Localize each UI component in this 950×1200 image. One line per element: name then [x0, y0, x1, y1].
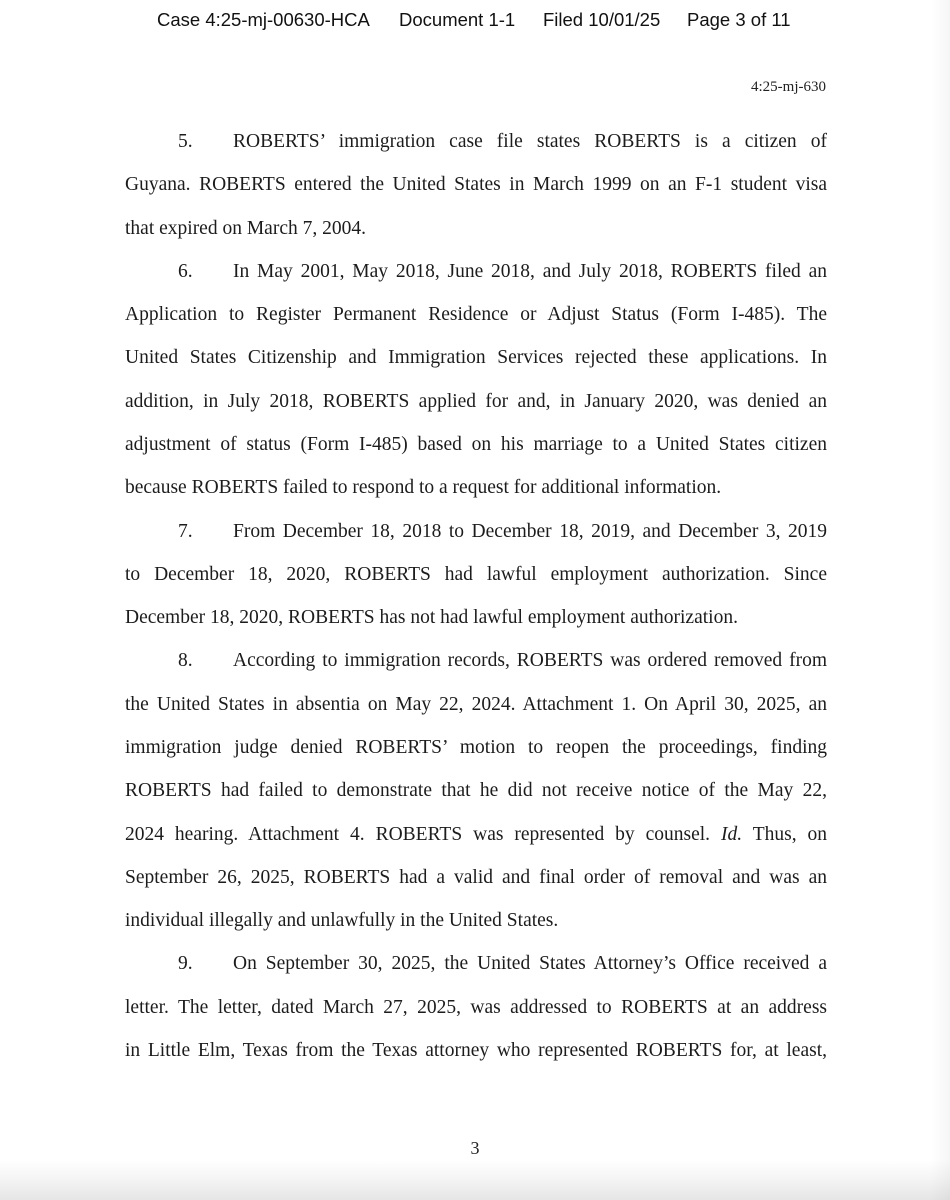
paragraph-number: 7. — [178, 520, 193, 542]
paragraph-line: Guyana. ROBERTS entered the United States in March 1999 on an F-1 student visa — [125, 174, 827, 196]
paragraph-number: 8. — [178, 650, 193, 672]
paragraph-number: 5. — [178, 131, 193, 152]
header-document: Document 1-1 — [399, 9, 516, 30]
citation-id-italic: Id. — [720, 823, 743, 845]
paragraph-line: in Little Elm, Texas from the Texas attorney who represented ROBERTS for, at least, — [125, 1039, 827, 1061]
paragraph-line: to December 18, 2020, ROBERTS had lawful employment authorization. Since — [125, 563, 827, 585]
paragraph-7 — [125, 510, 827, 640]
paragraph-line: adjustment of status (Form I-485) based on his marriage to a United States citizen — [125, 433, 827, 455]
paragraph-line: the United States in absentia on May 22, 2024. Attachment 1. On April 30, 2025, an — [125, 693, 827, 715]
paragraph-line: ROBERTS had failed to demonstrate that he did not receive notice of the May 22, — [125, 780, 827, 802]
paragraph-line — [125, 639, 827, 682]
paragraph-line-text: ROBERTS’ immigration case file states ROBERTS is a citizen of — [233, 131, 827, 152]
paragraph-line: September 26, 2025, ROBERTS had a valid and final order of removal and was an — [125, 866, 827, 888]
paragraph-line: Application to Register Permanent Residence or Adjust Status (Form I-485). The — [125, 304, 827, 326]
paragraph-line — [125, 250, 827, 293]
paragraph-6 — [125, 250, 827, 510]
line-segment: Thus, on — [742, 823, 827, 845]
paragraph-line-text: In May 2001, May 2018, June 2018, and July 2018, ROBERTS filed an — [233, 260, 827, 282]
header-filed-date: Filed 10/01/25 — [543, 9, 661, 30]
paragraph-line — [125, 942, 827, 985]
paragraph-line: that expired on March 7, 2004. — [125, 217, 366, 239]
document-body — [125, 120, 827, 1072]
page-number: 3 — [470, 1138, 480, 1158]
paragraph-line-text: From December 18, 2018 to December 18, 2019, and December 3, 2019 — [233, 520, 827, 542]
paragraph-number: 9. — [178, 953, 193, 975]
paragraph-line: immigration judge denied ROBERTS’ motion to reopen the proceedings, finding — [125, 736, 827, 758]
paragraph-line: United States Citizenship and Immigration Services rejected these applications. In — [125, 347, 827, 369]
paragraph-line: because ROBERTS failed to respond to a request for additional information. — [125, 477, 722, 499]
paragraph-line: individual illegally and unlawfully in the United States. — [125, 910, 559, 932]
scan-edge-shadow-bottom — [0, 1160, 950, 1200]
case-reference: 4:25-mj-630 — [751, 79, 826, 95]
paragraph-line — [125, 813, 827, 856]
paragraph-line-text: According to immigration records, ROBERTS was ordered removed from — [233, 650, 827, 672]
paragraph-number: 6. — [178, 260, 193, 282]
paragraph-line — [125, 120, 827, 163]
scan-edge-shadow-right — [930, 0, 950, 1200]
paragraph-5 — [125, 120, 827, 250]
paragraph-8 — [125, 639, 827, 942]
line-segment: 2024 hearing. Attachment 4. ROBERTS was represented by counsel. — [125, 823, 721, 845]
paragraph-line — [125, 510, 827, 553]
paragraph-line: letter. The letter, dated March 27, 2025, was addressed to ROBERTS at an address — [125, 996, 827, 1018]
paragraph-line: addition, in July 2018, ROBERTS applied for and, in January 2020, was denied an — [125, 390, 827, 412]
paragraph-line-text: On September 30, 2025, the United States Attorney’s Office received a — [233, 953, 827, 975]
paragraph-9 — [125, 942, 827, 1072]
header-case-number: Case 4:25-mj-00630-HCA — [157, 9, 370, 30]
header-page: Page 3 of 11 — [687, 9, 791, 30]
paragraph-line: December 18, 2020, ROBERTS has not had lawful employment authorization. — [125, 607, 738, 629]
